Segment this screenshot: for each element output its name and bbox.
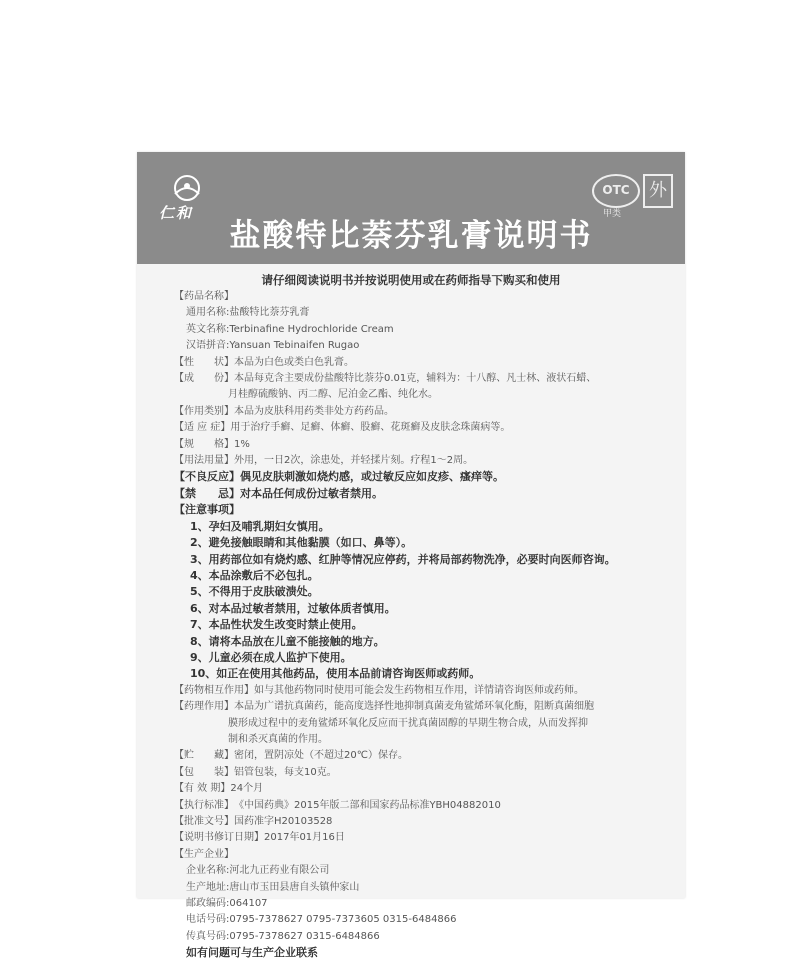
approval-row: 【批准文号】国药准字H20103528 [174, 816, 333, 827]
usage-row: 【用法用量】外用，一日2次，涂患处，并轻揉片刻。疗程1～2周。 [174, 455, 474, 467]
precaution-item: 3、用药部位如有烧灼感、红肿等情况应停药，并将局部药物洗净，必要时向医师咨询。 [190, 552, 616, 566]
usage-notice: 请仔细阅读说明书并按说明使用或在药师指导下购买和使用 [261, 273, 561, 287]
revision-row: 【说明书修订日期】2017年01月16日 [174, 832, 345, 844]
ingredients-row-cont: 月桂醇硫酸钠、丙二醇、尼泊金乙酯、纯化水。 [228, 389, 438, 401]
precaution-item: 4、本品涂敷后不必包扎。 [190, 568, 319, 582]
fax-row: 传真号码:0795-7378627 0315-6484866 [186, 930, 380, 942]
precaution-item: 8、请将本品放在儿童不能接触的地方。 [190, 634, 385, 648]
phone-row: 电话号码:0795-7378627 0795-7373605 0315-6484866 [186, 914, 457, 926]
pharmacology-row-cont: 膜形成过程中的麦角鲨烯环氧化反应而干扰真菌固醇的早期生物合成，从而发挥抑 [228, 717, 588, 729]
precaution-item: 9、儿童必须在成人监护下使用。 [190, 650, 352, 664]
otc-class: 甲类 [603, 209, 622, 219]
precaution-item: 1、孕妇及哺乳期妇女慎用。 [190, 519, 330, 533]
contra-row: 【禁 忌】对本品任何成份过敏者禁用。 [174, 486, 383, 500]
validity-row: 【有 效 期】24个月 [174, 783, 264, 795]
standard-row: 【执行标准】《中国药典》2015年版二部和国家药品标准YBH04882010 [174, 799, 501, 811]
precaution-item: 2、避免接触眼睛和其他黏膜（如口、鼻等）。 [190, 536, 413, 550]
postcode-row: 邮政编码:064107 [186, 898, 268, 910]
english-name-row: 英文名称:Terbinafine Hydrochloride Cream [186, 323, 394, 335]
package-row: 【包 装】铝管包装，每支10克。 [174, 766, 337, 778]
precautions-heading: 【注意事项】 [174, 503, 240, 517]
precaution-item: 5、不得用于皮肤破溃处。 [190, 585, 319, 599]
indication-row: 【适 应 症】用于治疗手癣、足癣、体癣、股癣、花斑癣及皮肤念珠菌病等。 [174, 422, 511, 434]
page-title: 盐酸特比萘芬乳膏说明书 [229, 218, 593, 254]
pharmacology-row-cont: 制和杀灭真菌的作用。 [228, 733, 328, 745]
adverse-row: 【不良反应】偶见皮肤刺激如烧灼感，或过敏反应如皮疹、瘙痒等。 [174, 470, 504, 484]
character-row: 【性 状】本品为白色或类白色乳膏。 [174, 356, 354, 368]
leaflet-body [174, 289, 669, 962]
interaction-row: 【药物相互作用】如与其他药物同时使用可能会发生药物相互作用，详情请咨询医师或药师。 [174, 684, 584, 696]
pharmacology-row: 【药理作用】本品为广谱抗真菌药，能高度选择性地抑制真菌麦角鲨烯环氧化酶，阻断真菌细胞 [174, 701, 594, 713]
category-row: 【作用类别】本品为皮肤科用药类非处方药药品。 [174, 405, 394, 417]
header-banner [137, 152, 685, 264]
manufacturer-heading: 【生产企业】 [174, 848, 234, 860]
address-row: 生产地址:唐山市玉田县唐自头镇仲家山 [186, 881, 360, 893]
pinyin-row: 汉语拼音:Yansuan Tebinaifen Rugao [186, 340, 360, 352]
generic-name-row: 通用名称:盐酸特比萘芬乳膏 [186, 307, 310, 319]
external-use-badge: 外 [643, 174, 673, 208]
drug-name-heading: 【药品名称】 [174, 291, 234, 302]
spec-row: 【规 格】1% [174, 438, 250, 450]
precaution-item: 6、对本品过敏者禁用，过敏体质者慎用。 [190, 601, 396, 615]
otc-badge: OTC [592, 174, 640, 208]
company-name-row: 企业名称:河北九正药业有限公司 [186, 865, 330, 877]
contact-footer: 如有问题可与生产企业联系 [186, 946, 318, 960]
ingredients-row: 【成 份】本品每克含主要成份盐酸特比萘芬0.01克，辅料为：十八醇、凡士林、液状石蜡、 [174, 373, 597, 385]
precaution-item: 7、本品性状发生改变时禁止使用。 [190, 618, 363, 632]
precaution-item: 10、如正在使用其他药品，使用本品前请咨询医师或药师。 [190, 667, 481, 681]
brand-name: 仁和 [159, 204, 194, 222]
instruction-leaflet [137, 152, 685, 960]
storage-row: 【贮 藏】密闭，置阴凉处（不超过20℃）保存。 [174, 750, 408, 762]
